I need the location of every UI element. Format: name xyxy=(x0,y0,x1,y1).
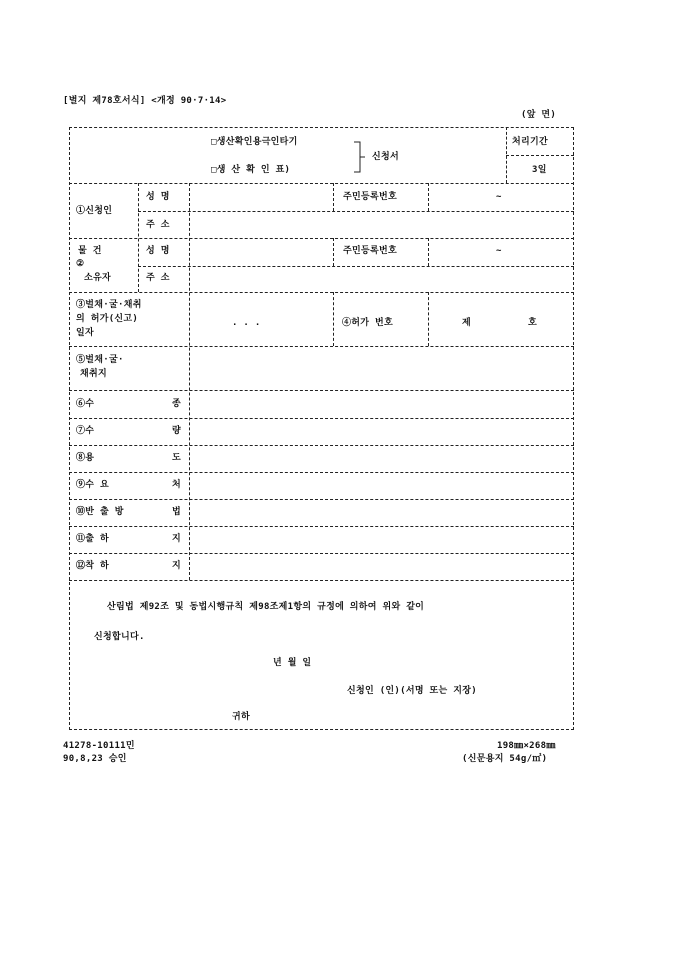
owner-label-line2: ② xyxy=(76,259,85,269)
owner-label-line1: 물 건 xyxy=(78,246,102,256)
divider xyxy=(333,292,334,346)
owner-id-separator: ~ xyxy=(496,246,502,256)
owner-name-label: 성 명 xyxy=(146,246,170,256)
divider xyxy=(69,580,574,581)
owner-id-label: 주민등록번호 xyxy=(343,246,397,256)
purpose-label-end: 도 xyxy=(172,453,181,463)
site-label-line2: 채취지 xyxy=(80,369,107,379)
paper-size: 198㎜×268㎜ xyxy=(497,741,556,751)
option-stamp: □생산확인용극인타기 xyxy=(211,137,298,147)
applicant-name-label: 성 명 xyxy=(146,192,170,202)
form-code: 41278-10111민 xyxy=(63,741,135,751)
option-tag: □생 산 확 인 표) xyxy=(211,165,291,175)
divider xyxy=(69,526,574,527)
destination-label-end: 지 xyxy=(172,561,181,571)
divider xyxy=(69,499,574,500)
permit-date-label-line2: 의 허가(신고) xyxy=(76,314,139,324)
quantity-label-end: 량 xyxy=(172,426,181,436)
paper-type: (신문용지 54g/㎡) xyxy=(462,754,548,764)
owner-address-label: 주 소 xyxy=(146,273,170,283)
owner-label-line3: 소유자 xyxy=(84,273,111,283)
divider xyxy=(69,346,574,347)
divider xyxy=(69,292,574,293)
form-title: 신청서 xyxy=(372,152,399,162)
applicant-address-label: 주 소 xyxy=(146,220,170,230)
addressee: 귀하 xyxy=(232,712,250,722)
shipping-origin-label: ⑪출 하 xyxy=(76,534,110,544)
divider xyxy=(428,292,429,346)
divider xyxy=(69,390,574,391)
applicant-id-label: 주민등록번호 xyxy=(343,192,397,202)
bracket-icon xyxy=(352,140,366,174)
permit-number-prefix: 제 xyxy=(462,318,471,328)
permit-number-suffix: 호 xyxy=(528,318,537,328)
divider xyxy=(138,211,574,212)
quantity-label: ⑦수 xyxy=(76,426,95,436)
application-date: 년 월 일 xyxy=(273,658,312,668)
divider xyxy=(69,553,574,554)
buyer-label: ⑨수 요 xyxy=(76,480,110,490)
divider xyxy=(506,127,507,183)
divider xyxy=(428,238,429,266)
permit-date-label-line1: ③벌채·굴·채취 xyxy=(76,300,142,310)
site-label-line1: ⑤벌채·굴· xyxy=(76,355,124,365)
divider xyxy=(428,183,429,211)
permit-date-placeholder: . . . xyxy=(232,318,261,328)
divider xyxy=(333,183,334,211)
processing-period-value: 3일 xyxy=(532,165,547,175)
divider xyxy=(333,238,334,266)
divider xyxy=(189,183,190,580)
divider xyxy=(138,183,139,292)
applicant-label: ①신청인 xyxy=(76,206,113,216)
divider xyxy=(69,472,574,473)
buyer-label-end: 처 xyxy=(172,480,181,490)
form-reference: [별지 제78호서식] <개정 90·7·14> xyxy=(63,96,227,106)
destination-label: ⑫착 하 xyxy=(76,561,110,571)
permit-number-label: ④허가 번호 xyxy=(342,318,393,328)
processing-period-label: 처리기간 xyxy=(512,137,548,147)
divider xyxy=(69,238,574,239)
purpose-label: ⑧용 xyxy=(76,453,95,463)
approval-date: 90,8,23 승인 xyxy=(63,754,127,764)
divider xyxy=(138,266,574,267)
divider xyxy=(506,155,574,156)
page-side-label: (앞 면) xyxy=(521,110,557,120)
species-label-end: 종 xyxy=(172,399,181,409)
declaration-line2: 신청합니다. xyxy=(94,632,145,642)
declaration-line1: 산림법 제92조 및 동법시행규칙 제98조제1항의 규정에 의하여 위와 같이 xyxy=(107,602,425,612)
divider xyxy=(69,445,574,446)
divider xyxy=(69,418,574,419)
transport-method-label: ⑩반 출 방 xyxy=(76,507,124,517)
species-label: ⑥수 xyxy=(76,399,95,409)
permit-date-label-line3: 일자 xyxy=(76,328,94,338)
transport-method-label-end: 법 xyxy=(172,507,181,517)
applicant-signature: 신청인 (인)(서명 또는 지장) xyxy=(347,686,477,696)
divider xyxy=(69,183,574,184)
applicant-id-separator: ~ xyxy=(496,192,502,202)
shipping-origin-label-end: 지 xyxy=(172,534,181,544)
